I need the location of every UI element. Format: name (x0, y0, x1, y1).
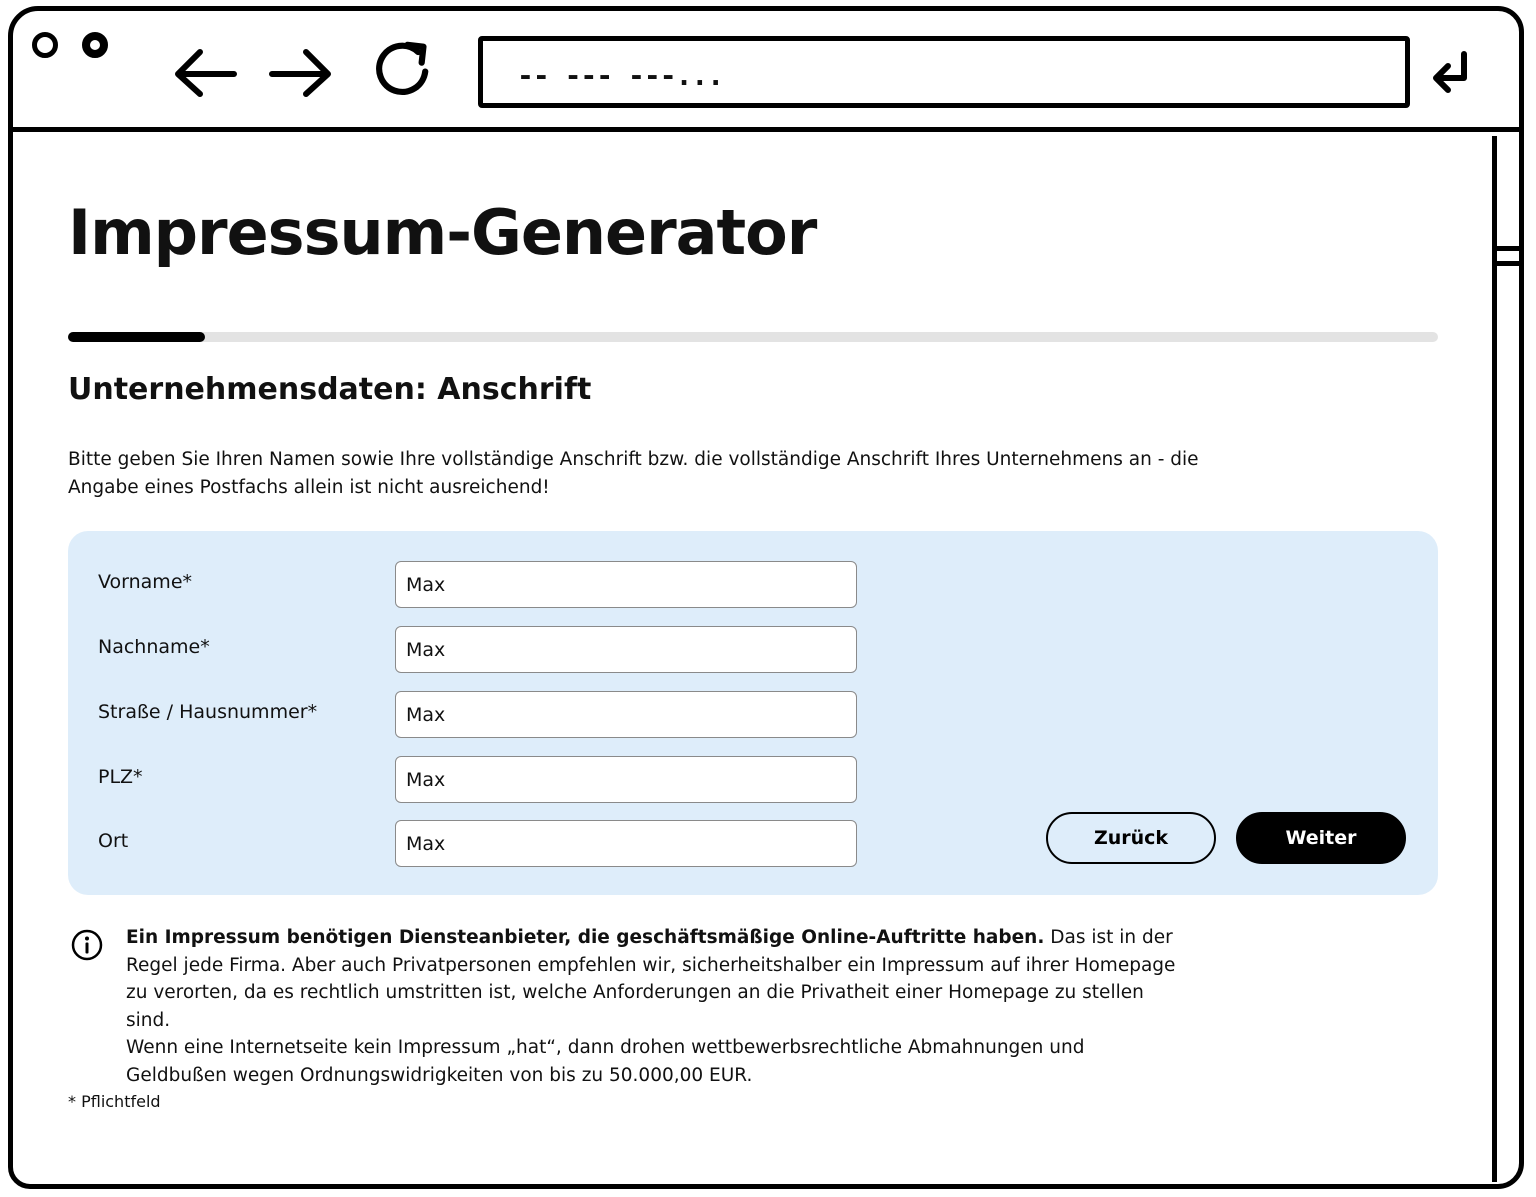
reload-icon (368, 36, 438, 100)
enter-icon[interactable] (1426, 46, 1476, 102)
plz-input[interactable] (395, 756, 857, 803)
next-button[interactable]: Weiter (1236, 812, 1406, 864)
arrow-right-icon (266, 40, 336, 104)
info-text-warning: Wenn eine Internetseite kein Impressum „hat“, dann drohen wettbewerbsrechtliche Abmahnungen und Geldbußen wegen Ordnungswidrigkeiten von bis zu 50.000,00 EUR. (126, 1037, 1085, 1086)
progress-bar-fill (68, 332, 205, 342)
arrow-left-icon (170, 40, 240, 104)
address-bar[interactable] (478, 36, 1410, 108)
window-close-icon[interactable] (82, 32, 108, 58)
info-text (126, 924, 1186, 1089)
required-field-note: * Pflichtfeld (68, 1092, 161, 1111)
vorname-label: Vorname* (98, 571, 193, 593)
reload-button[interactable] (368, 36, 438, 100)
back-form-button[interactable]: Zurück (1046, 812, 1216, 864)
ort-input[interactable] (395, 820, 857, 867)
strasse-label: Straße / Hausnummer* (98, 701, 318, 723)
form-row-nachname (98, 626, 878, 674)
address-form (68, 531, 1438, 895)
page-title: Impressum-Generator (68, 196, 817, 269)
nachname-input[interactable] (395, 626, 857, 673)
nachname-label: Nachname* (98, 636, 210, 658)
info-text-body: Das ist in der Regel jede Firma. Aber auch Privatpersonen empfehlen wir, sicherheitshalber ein Impressum auf ihrer Homepage zu verorten, da es rechtlich umstritten ist, welche Anforderungen an die Privatheit einer Homepage zu stellen sind. (126, 927, 1176, 1031)
form-row-ort (98, 820, 878, 868)
progress-bar (68, 332, 1438, 342)
plz-label: PLZ* (98, 766, 143, 788)
section-title: Unternehmensdaten: Anschrift (68, 372, 592, 407)
scrollbar-thumb[interactable] (1497, 246, 1523, 266)
intro-text: Bitte geben Sie Ihren Namen sowie Ihre vollständige Anschrift bzw. die vollständige Anschrift Ihres Unternehmens an - die Angabe eines Postfachs allein ist nicht ausreichend! (68, 449, 1199, 498)
info-icon (70, 928, 104, 962)
vorname-input[interactable] (395, 561, 857, 608)
form-row-vorname (98, 561, 878, 609)
scrollbar[interactable] (1492, 136, 1522, 1182)
strasse-input[interactable] (395, 691, 857, 738)
info-text-bold: Ein Impressum benötigen Diensteanbieter, die geschäftsmäßige Online-Auftritte haben. (126, 927, 1045, 948)
ort-label: Ort (98, 830, 129, 852)
form-row-plz (98, 756, 878, 804)
window-minimize-icon[interactable] (32, 32, 58, 58)
form-row-strasse (98, 691, 878, 739)
forward-button[interactable] (266, 40, 336, 104)
address-bar-text: -- --- ---... (517, 59, 724, 92)
back-button[interactable] (170, 40, 240, 104)
